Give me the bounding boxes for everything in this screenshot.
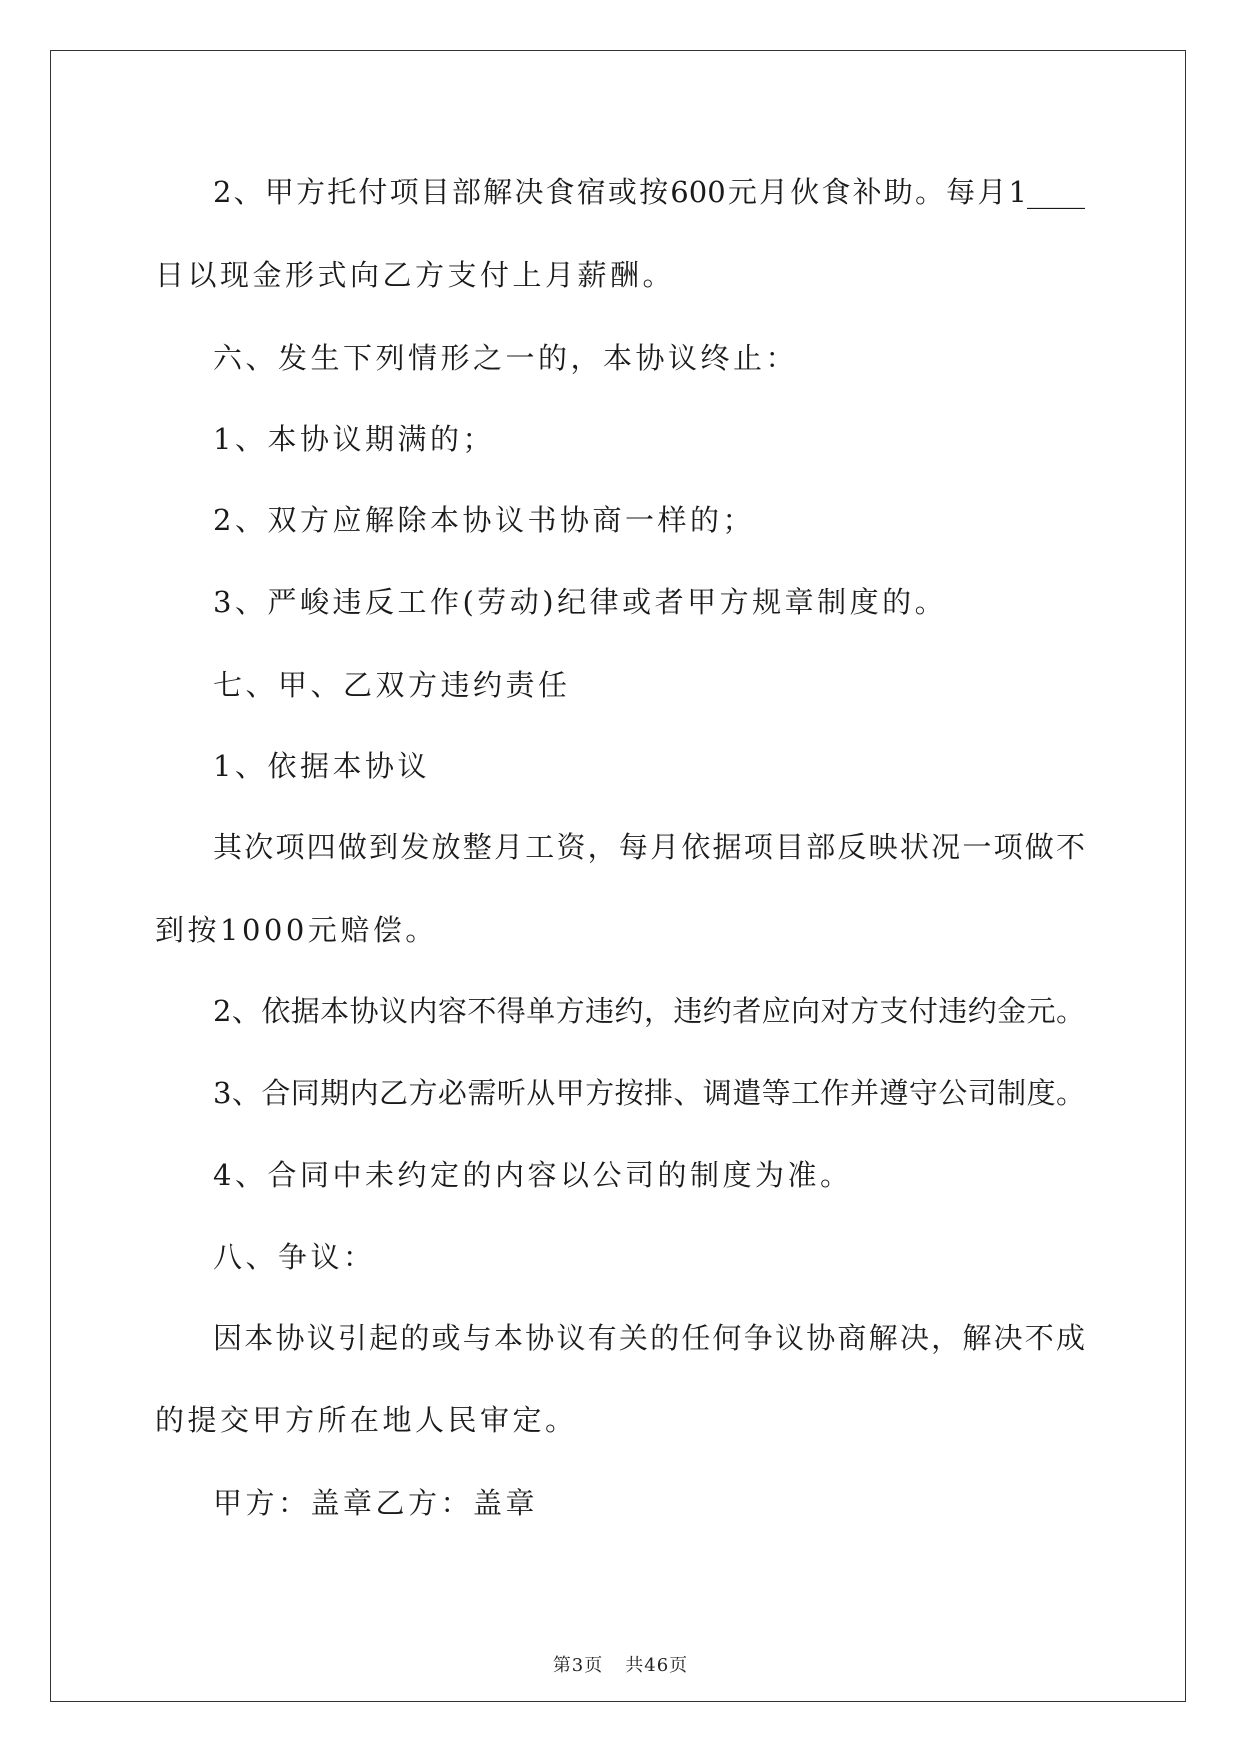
page-border xyxy=(50,50,1186,1702)
paragraph-line: 到按1000元赔偿。 xyxy=(155,913,438,947)
signature-line: 甲方：盖章乙方：盖章 xyxy=(213,1486,539,1520)
paragraph-line: 其次项四做到发放整月工资，每月依据项目部反映状况一项做不 xyxy=(213,830,1085,864)
list-item: 3、合同期内乙方必需听从甲方按排、调遣等工作并遵守公司制度。 xyxy=(213,1076,1085,1110)
list-item: 2、双方应解除本协议书协商一样的； xyxy=(213,503,755,537)
page-footer xyxy=(0,1654,1241,1678)
list-item: 1、依据本协议 xyxy=(213,749,430,783)
paragraph-line: 因本协议引起的或与本协议有关的任何争议协商解决，解决不成 xyxy=(213,1321,1085,1355)
page-total: 共46页 xyxy=(625,1655,689,1676)
list-item: 4、合同中未约定的内容以公司的制度为准。 xyxy=(213,1158,853,1192)
list-item: 3、严峻违反工作(劳动)纪律或者甲方规章制度的。 xyxy=(213,585,948,619)
section-heading: 六、发生下列情形之一的，本协议终止： xyxy=(213,341,799,375)
section-heading: 八、争议： xyxy=(213,1240,376,1274)
list-item: 1、本协议期满的； xyxy=(213,422,495,456)
page-number: 第3页 xyxy=(552,1655,604,1676)
list-item: 2、依据本协议内容不得单方违约，违约者应向对方支付违约金元。 xyxy=(213,994,1085,1028)
paragraph-line: 2、甲方托付项目部解决食宿或按600元月伙食补助。每月1____ xyxy=(213,175,1085,209)
paragraph-line: 日以现金形式向乙方支付上月薪酬。 xyxy=(155,258,676,292)
section-heading: 七、甲、乙双方违约责任 xyxy=(213,668,571,702)
paragraph-line: 的提交甲方所在地人民审定。 xyxy=(155,1403,578,1437)
